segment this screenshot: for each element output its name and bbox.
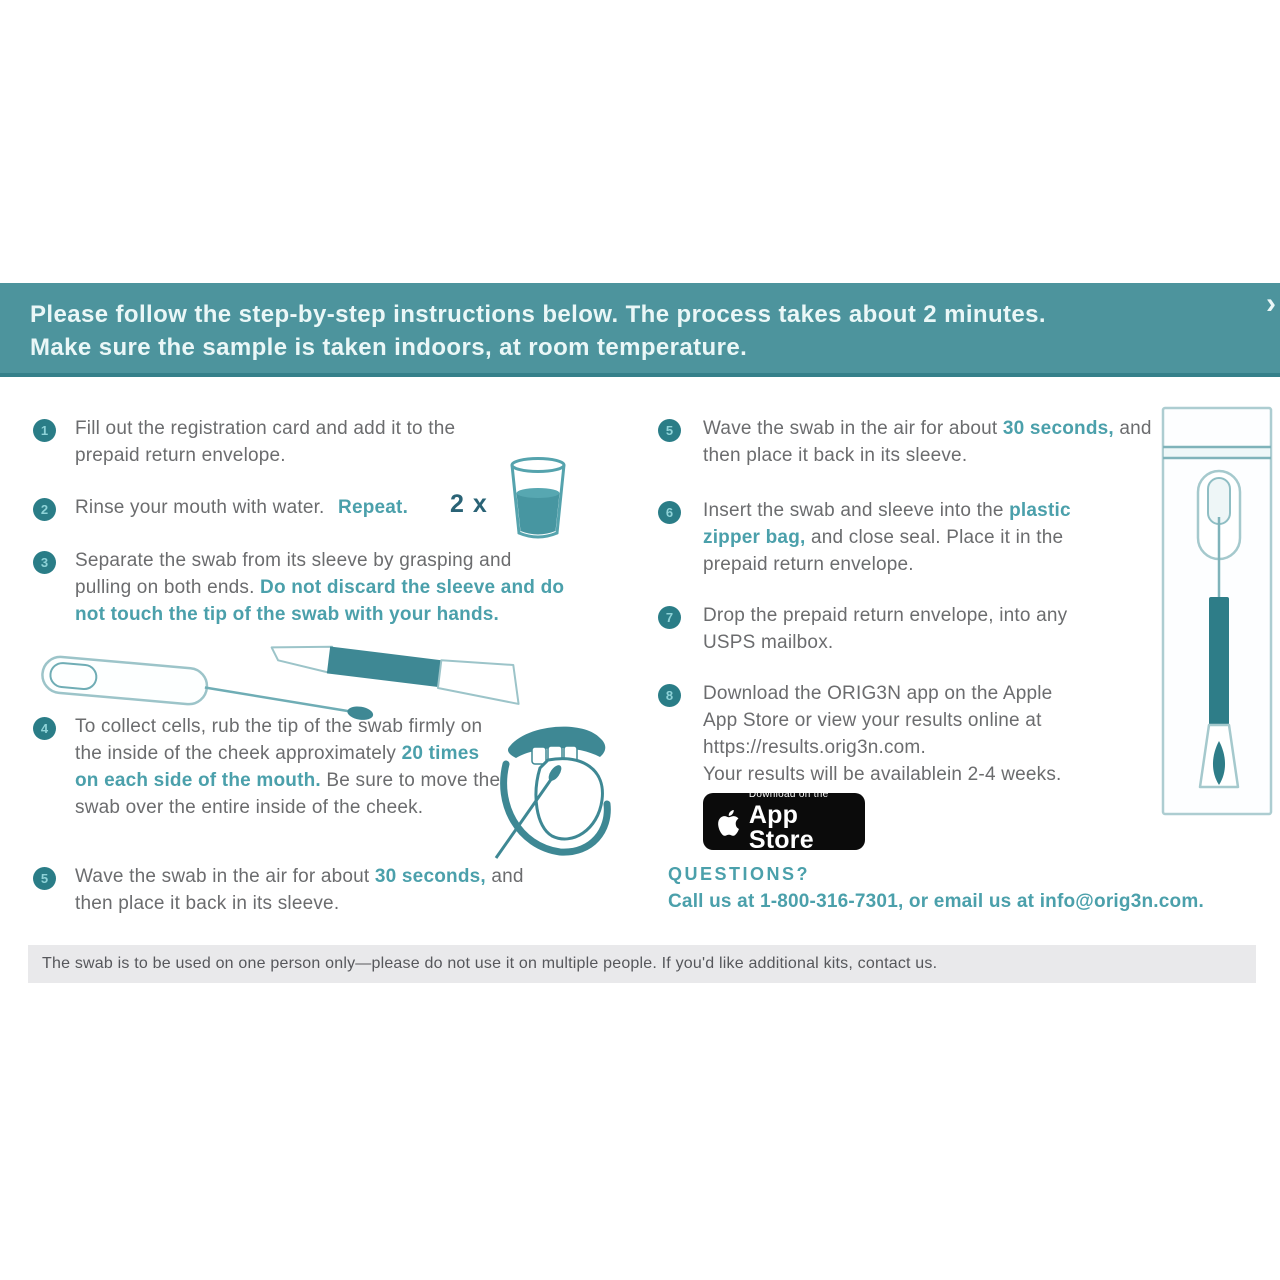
step-6-text	[703, 497, 1103, 578]
step-2-text	[75, 494, 495, 521]
step-number-1: 1	[33, 419, 56, 442]
mouth-swab-illustration	[488, 712, 628, 862]
two-times-label: 2 x	[450, 490, 488, 518]
step-6-body-1: Insert the swab and sleeve into the	[703, 500, 1004, 521]
step-8-results-note: Your results will be availablein 2-4 weeks.	[703, 764, 1062, 785]
badge-download-label: Download on the	[748, 789, 829, 800]
step-8-body: Download the ORIG3N app on the Apple App Store or view your results online at https://results.orig3n.com.	[703, 683, 1053, 758]
step-3-body: Separate the swab from its sleeve by grasping and pulling on both ends.	[75, 550, 512, 598]
questions-contact-text: Call us at 1-800-316-7301, or email us at info@orig3n.com.	[668, 891, 1204, 912]
step-5-right-emphasis: 30 seconds,	[1002, 418, 1114, 439]
header-line-1: Please follow the step-by-step instructions below. The process takes about 2 minutes.	[30, 301, 1046, 328]
badge-app-store-label: App Store	[748, 801, 814, 854]
zipper-bag-illustration	[1160, 405, 1274, 817]
questions-title: QUESTIONS?	[668, 864, 811, 884]
step-5-left-body-2: and then place it back in its sleeve.	[75, 866, 524, 914]
swab-and-sleeve-illustration	[30, 628, 550, 723]
step-5-right-body-1: Wave the swab in the air for about	[703, 418, 998, 439]
step-4-text	[75, 713, 505, 821]
water-cup-icon	[506, 455, 570, 541]
step-number-7: 7	[658, 606, 681, 629]
step-4-emphasis: 20 times on each side of the mouth.	[75, 743, 480, 791]
step-number-4: 4	[33, 717, 56, 740]
chevron-right-icon: ›	[1266, 287, 1276, 320]
apple-logo-icon	[715, 806, 740, 837]
step-8-text	[703, 680, 1083, 788]
header-band	[0, 283, 1280, 377]
step-2-emphasis: Repeat.	[338, 497, 409, 518]
app-store-badge[interactable]	[703, 789, 865, 854]
step-1-text	[75, 415, 515, 469]
step-7-body: Drop the prepaid return envelope, into any USPS mailbox.	[703, 605, 1068, 653]
step-4-body-2: Be sure to move the swab over the entire inside of the cheek.	[75, 770, 501, 818]
step-5-left-emphasis: 30 seconds,	[374, 866, 486, 887]
step-7-text	[703, 602, 1123, 656]
footer-bar	[28, 945, 1256, 983]
footer-disclaimer: The swab is to be used on one person only—please do not use it on multiple people. If you'd like additional kits, contact us.	[42, 955, 938, 972]
badge-text	[749, 790, 865, 853]
step-6-body-2: and close seal. Place it in the prepaid return envelope.	[703, 527, 1064, 575]
step-number-2: 2	[33, 498, 56, 521]
step-1-body: Fill out the registration card and add it to the prepaid return envelope.	[75, 418, 456, 466]
step-5-right-text	[703, 415, 1153, 469]
step-number-6: 6	[658, 501, 681, 524]
step-number-5-left: 5	[33, 867, 56, 890]
step-5-left-body-1: Wave the swab in the air for about	[75, 866, 370, 887]
step-6-emphasis: plastic zipper bag,	[703, 500, 1071, 548]
step-3-text	[75, 547, 565, 628]
header-line-2: Make sure the sample is taken indoors, at room temperature.	[30, 334, 748, 361]
step-3-warning: Do not discard the sleeve and do not touch the tip of the swab with your hands.	[75, 577, 565, 625]
step-4-body-1: To collect cells, rub the tip of the swab firmly on the inside of the cheek approximately	[75, 716, 483, 764]
step-2-body: Rinse your mouth with water.	[75, 497, 325, 518]
step-number-8: 8	[658, 684, 681, 707]
step-5-right-body-2: and then place it back in its sleeve.	[703, 418, 1152, 466]
step-number-3: 3	[33, 551, 56, 574]
step-number-5-right: 5	[658, 419, 681, 442]
header-text	[0, 283, 1280, 364]
step-5-left-text	[75, 863, 535, 917]
